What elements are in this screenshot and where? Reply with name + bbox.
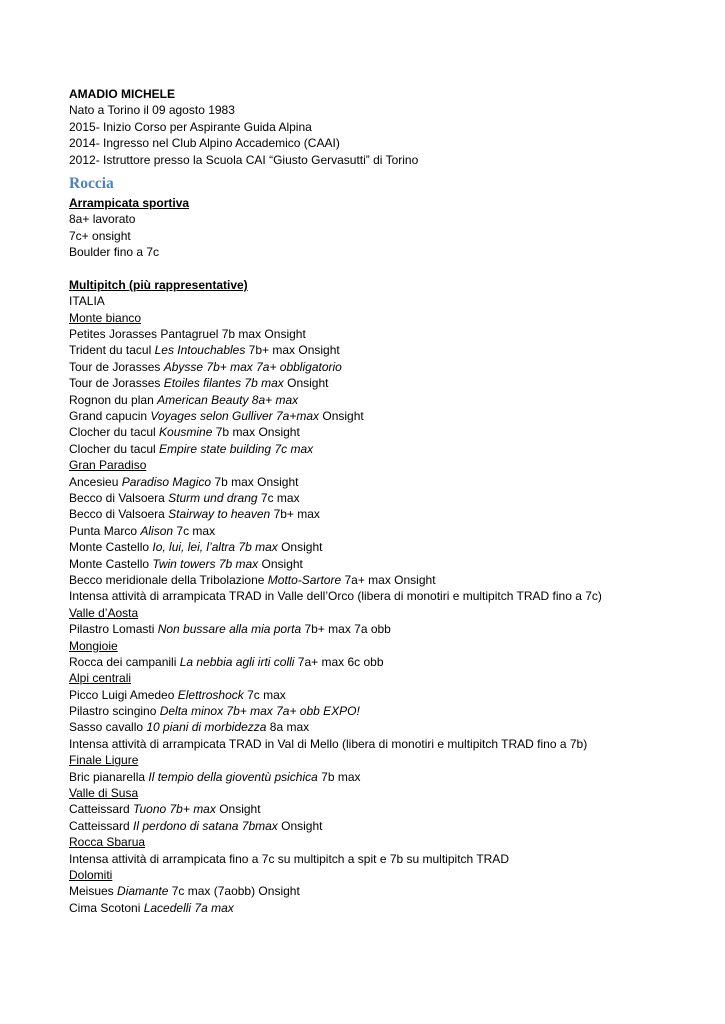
route-name: Io, lui, lei, l’altra 7b max: [152, 540, 278, 555]
route-name: Etoiles filantes 7b max: [163, 376, 284, 391]
region-heading: Monte bianco: [69, 310, 142, 325]
multipitch-heading: Multipitch (più rappresentative): [69, 277, 248, 292]
route-line: [69, 474, 709, 490]
region-heading: Valle di Susa: [69, 786, 139, 801]
route-text: Clocher du tacul: [69, 441, 160, 456]
route-text: Onsight: [277, 818, 323, 833]
route-text: Catteissard: [69, 802, 134, 817]
route-text: Cima Scotoni: [69, 900, 144, 915]
country-label: ITALIA: [69, 294, 105, 309]
spacer: [69, 261, 709, 277]
route-text: 7b max Onsight: [211, 474, 299, 489]
route-line: [69, 801, 709, 817]
document-page: [69, 86, 709, 916]
route-text: Becco di Valsoera: [69, 490, 169, 505]
route-name: 10 piani di morbidezza: [146, 720, 267, 735]
route-text: Sasso cavallo: [69, 720, 147, 735]
route-text: Becco di Valsoera: [69, 507, 169, 522]
route-name: Il tempio della gioventù psichica: [148, 769, 318, 784]
route-line: [69, 687, 709, 703]
route-line: [69, 490, 709, 506]
route-text: Grand capucin: [69, 409, 151, 424]
route-line: [69, 523, 709, 539]
route-line: [69, 654, 709, 670]
route-name: Stairway to heaven: [168, 507, 271, 522]
section-title: Roccia: [69, 174, 114, 192]
route-text: Onsight: [215, 802, 261, 817]
route-text: Onsight: [258, 556, 303, 571]
sport-grade: 7c+ onsight: [69, 228, 131, 243]
sport-heading: Arrampicata sportiva: [69, 195, 190, 210]
route-line: [69, 572, 709, 588]
route-name: Tuono 7b+ max: [133, 802, 216, 817]
route-line: [69, 539, 709, 555]
career-line: 2012- Istruttore presso la Scuola CAI “Giusto Gervasutti” di Torino: [69, 152, 419, 167]
route-text: Ancesieu: [69, 474, 122, 489]
route-text: 7c max: [173, 523, 216, 538]
route-name: Paradiso Magico: [121, 474, 212, 489]
route-text: Onsight: [283, 376, 329, 391]
route-name: American Beauty 8a+ max: [157, 392, 299, 407]
route-line: [69, 392, 709, 408]
sport-grade: Boulder fino a 7c: [69, 245, 160, 260]
route-line: [69, 556, 709, 572]
region-heading: Rocca Sbarua: [69, 835, 146, 850]
route-name: Voyages selon Gulliver 7a+max: [150, 409, 320, 424]
route-name: Elettroshock: [177, 687, 244, 702]
route-line: [69, 588, 709, 604]
career-line: 2015- Inizio Corso per Aspirante Guida Alpina: [69, 119, 312, 134]
route-text: Rocca dei campanili: [69, 654, 180, 669]
route-text: 7b+ max Onsight: [245, 343, 340, 358]
route-text: Trident du tacul: [69, 343, 155, 358]
route-text: Tour de Jorasses: [69, 376, 164, 391]
route-text: Tour de Jorasses: [69, 359, 164, 374]
route-name: La nebbia agli irti colli: [179, 654, 295, 669]
region-heading: Valle d’Aosta: [69, 605, 139, 620]
route-name: Diamante: [117, 884, 169, 899]
route-name: Il perdono di satana 7bmax: [133, 818, 278, 833]
route-text: Rognon du plan: [69, 392, 158, 407]
route-name: Delta minox 7b+ max 7a+ obb EXPO!: [159, 704, 360, 719]
route-line: [69, 719, 709, 735]
route-text: Punta Marco: [69, 523, 141, 538]
route-line: [69, 326, 709, 342]
route-text: Pilastro scingino: [69, 704, 160, 719]
route-text: Intensa attività di arrampicata fino a 7c su multipitch a spit e 7b su multipitch TRAD: [69, 851, 509, 866]
route-name: Alison: [140, 523, 174, 538]
route-name: Twin towers 7b max: [152, 556, 259, 571]
route-line: [69, 736, 709, 752]
route-text: Onsight: [277, 540, 323, 555]
region-heading: Finale Ligure: [69, 753, 139, 768]
career-line: 2014- Ingresso nel Club Alpino Accademico (CAAI): [69, 136, 340, 151]
route-name: Abysse 7b+ max 7a+ obbligatorio: [163, 359, 342, 374]
region-heading: Dolomiti: [69, 867, 113, 882]
person-name: AMADIO MICHELE: [69, 87, 175, 101]
route-line: [69, 359, 709, 375]
route-line: [69, 851, 709, 867]
route-text: 7c max: [243, 687, 286, 702]
route-text: 7b+ max: [270, 507, 320, 522]
region-heading: Alpi centrali: [69, 671, 132, 686]
route-text: Intensa attività di arrampicata TRAD in Val di Mello (libera di monotiri e multipitch TRAD fino a 7b): [69, 736, 588, 751]
route-text: 8a max: [266, 720, 310, 735]
route-text: 7b+ max 7a obb: [301, 622, 391, 637]
route-name: Non bussare alla mia porta: [157, 622, 302, 637]
route-text: Catteissard: [69, 818, 134, 833]
route-text: Monte Castello: [69, 540, 153, 555]
route-text: Meisues: [69, 884, 118, 899]
route-text: Pilastro Lomasti: [69, 622, 158, 637]
route-line: [69, 769, 709, 785]
route-line: [69, 621, 709, 637]
route-line: [69, 375, 709, 391]
route-text: 7a+ max 6c obb: [294, 654, 384, 669]
route-line: [69, 883, 709, 899]
region-heading: Mongioie: [69, 638, 118, 653]
route-text: Petites Jorasses Pantagruel 7b max Onsight: [69, 327, 306, 342]
route-line: [69, 408, 709, 424]
birth-line: Nato a Torino il 09 agosto 1983: [69, 103, 235, 118]
route-text: 7b max: [317, 769, 361, 784]
route-text: Monte Castello: [69, 556, 153, 571]
route-line: [69, 818, 709, 834]
region-heading: Gran Paradiso: [69, 458, 147, 473]
route-name: Motto-Sartore: [267, 572, 342, 587]
route-line: [69, 506, 709, 522]
regions-list: [69, 310, 709, 916]
route-line: [69, 900, 709, 916]
route-line: [69, 703, 709, 719]
route-text: Bric pianarella: [69, 769, 149, 784]
route-text: Picco Luigi Amedeo: [69, 687, 178, 702]
route-name: Kousmine: [159, 425, 213, 440]
route-name: Les Intouchables: [154, 343, 246, 358]
route-text: Becco meridionale della Tribolazione: [69, 572, 268, 587]
route-text: Intensa attività di arrampicata TRAD in Valle dell’Orco (libera di monotiri e multipitch TRAD fino a 7c): [69, 589, 602, 604]
route-text: Clocher du tacul: [69, 425, 160, 440]
route-name: Empire state building 7c max: [159, 441, 314, 456]
sport-grade: 8a+ lavorato: [69, 212, 136, 227]
route-text: 7b max Onsight: [212, 425, 300, 440]
route-line: [69, 424, 709, 440]
route-text: 7c max: [257, 490, 300, 505]
route-line: [69, 342, 709, 358]
route-name: Lacedelli 7a max: [143, 900, 234, 915]
route-text: Onsight: [319, 409, 364, 424]
route-line: [69, 441, 709, 457]
route-name: Sturm und drang: [168, 490, 258, 505]
route-text: 7a+ max Onsight: [341, 572, 436, 587]
route-text: 7c max (7aobb) Onsight: [168, 884, 300, 899]
